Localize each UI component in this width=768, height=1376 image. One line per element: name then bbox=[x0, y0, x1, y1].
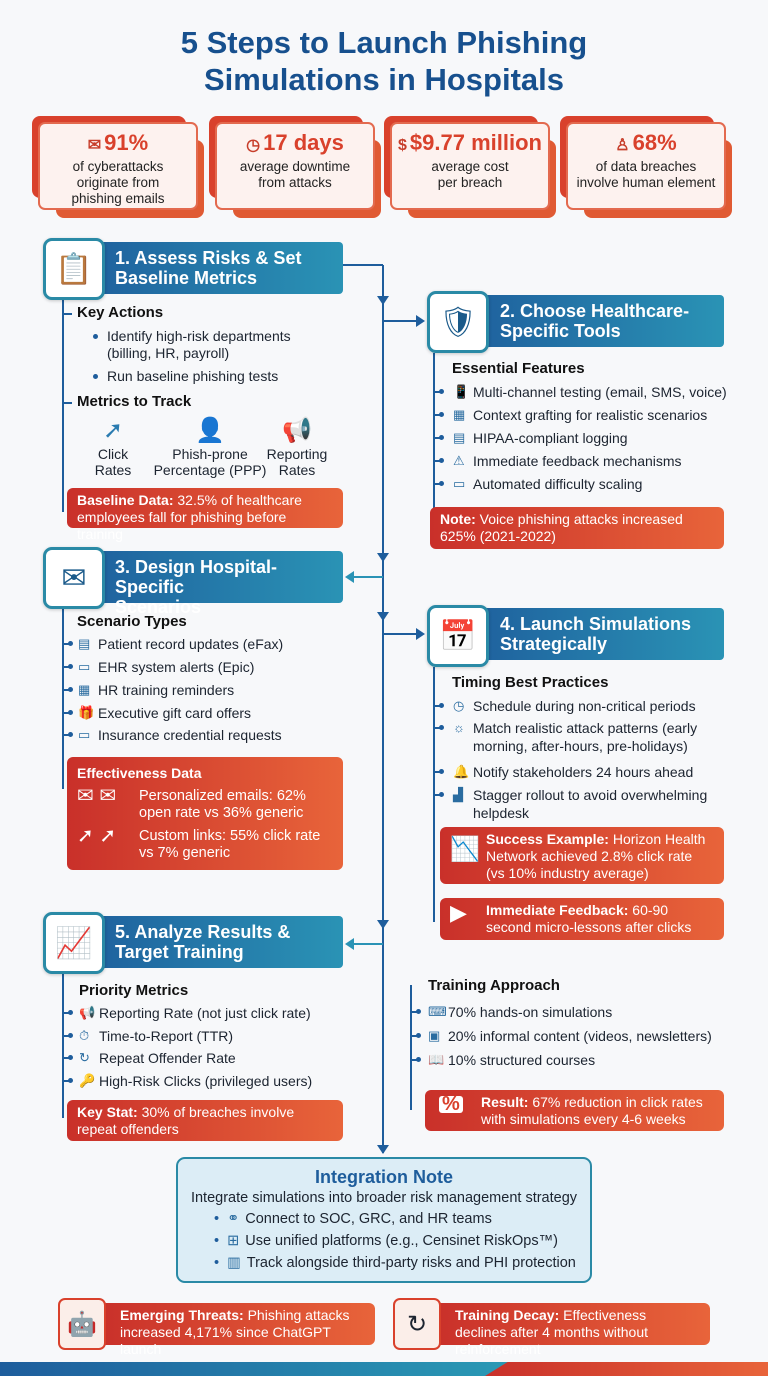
action-item: Identify high-risk departments bbox=[107, 328, 291, 344]
bullet bbox=[68, 1055, 73, 1060]
bullet bbox=[439, 703, 444, 708]
stat-card-body bbox=[38, 122, 198, 210]
bullet bbox=[68, 1033, 73, 1038]
envelope-heart-icon: ✉ bbox=[43, 547, 105, 609]
stat-card-body bbox=[390, 122, 550, 210]
stat-card bbox=[566, 122, 726, 210]
bullet bbox=[416, 1057, 421, 1062]
person-question-icon: 👤 bbox=[195, 417, 225, 444]
tree-branch bbox=[62, 313, 72, 315]
stat-description: per breach bbox=[437, 175, 503, 190]
stat-card bbox=[390, 122, 550, 210]
analytics-chart-icon: 📈 bbox=[43, 912, 105, 974]
list-item-text: Schedule during non-critical periods bbox=[473, 698, 696, 714]
stat-value bbox=[217, 130, 373, 159]
monitor-icon: ▭ bbox=[78, 659, 91, 674]
bullet bbox=[93, 374, 98, 379]
stat-card-body bbox=[566, 122, 726, 210]
list-item-text: Notify stakeholders 24 hours ahead bbox=[473, 764, 694, 780]
bullet bbox=[439, 435, 444, 440]
result-callout: % Result: 67% reduction in click rates with simulations every 4-6 weeks bbox=[425, 1090, 724, 1131]
connector bbox=[352, 576, 383, 578]
integration-item bbox=[214, 1208, 590, 1230]
clock-icon: ◷ bbox=[246, 137, 261, 154]
list-item bbox=[79, 1027, 339, 1045]
footer-stripe-blue bbox=[0, 1362, 515, 1376]
video-icon: ▣ bbox=[428, 1028, 441, 1043]
clock-icon: ◷ bbox=[453, 698, 465, 713]
priority-metrics-heading: Priority Metrics bbox=[79, 982, 189, 999]
list-item-text: Immediate feedback mechanisms bbox=[473, 453, 682, 469]
bullet bbox=[68, 664, 73, 669]
stat-description: from attacks bbox=[258, 175, 332, 190]
robot-warning-icon: 🤖 bbox=[58, 1298, 106, 1350]
key-user-icon: 🔑 bbox=[79, 1073, 96, 1088]
bullet bbox=[93, 334, 98, 339]
bullet bbox=[439, 725, 444, 730]
calendar-icon: ▦ bbox=[78, 682, 91, 697]
sun-moon-icon: ☼ bbox=[453, 720, 465, 735]
stairs-icon: ▟ bbox=[453, 787, 463, 802]
list-item-text: Reporting Rate (not just click rate) bbox=[99, 1005, 311, 1021]
stopwatch-icon: ⏱ bbox=[79, 1028, 90, 1043]
list-item bbox=[78, 681, 338, 699]
bullet bbox=[439, 389, 444, 394]
stat-value bbox=[568, 130, 724, 159]
arrow-right-icon bbox=[416, 628, 425, 640]
list-item-text: Patient record updates (eFax) bbox=[98, 636, 284, 652]
tree-line bbox=[410, 985, 412, 1110]
integration-item bbox=[214, 1252, 590, 1274]
bullet bbox=[68, 641, 73, 646]
effectiveness-data-callout: Effectiveness Data ✉ ✉ Personalized emails: 62% open rate vs 36% generic ➚ ➚ Custom links: 55% click rate vs 7% generic bbox=[67, 757, 343, 870]
step1-header: 1. Assess Risks & Set Baseline Metrics bbox=[70, 242, 343, 294]
integration-item-text: Use unified platforms (e.g., Censinet RiskOps™) bbox=[245, 1233, 558, 1249]
tree-line bbox=[62, 609, 64, 789]
list-item bbox=[453, 786, 723, 822]
document-icon: ▤ bbox=[453, 430, 466, 445]
emerging-threats-callout: Emerging Threats: Phishing attacks increased 4,171% since ChatGPT launch bbox=[100, 1303, 375, 1345]
key-stat-callout: Key Stat: 30% of breaches involve repeat offenders bbox=[67, 1100, 343, 1141]
list-item-text: Stagger rollout to avoid overwhelming helpdesk bbox=[473, 787, 708, 821]
stat-card bbox=[38, 122, 198, 210]
bullet bbox=[68, 732, 73, 737]
bullet: • bbox=[214, 1233, 220, 1249]
integration-note: Integration Note Integrate simulations into broader risk management strategy • ⚭ Connect to SOC, GRC, and HR teams • ⊞ Use unified platforms (e.g., Censinet RiskOps™) • ▥ Track alongside third-party risks and PHI protection bbox=[176, 1157, 592, 1283]
shield-medical-icon: 🛡 bbox=[427, 291, 489, 353]
list-item bbox=[428, 1027, 718, 1045]
bullet bbox=[68, 710, 73, 715]
bullet bbox=[68, 1078, 73, 1083]
stat-description: average cost bbox=[431, 159, 509, 174]
repeat-icon: ↻ bbox=[79, 1050, 90, 1065]
connector bbox=[343, 264, 383, 266]
connector bbox=[383, 320, 419, 322]
stat-description: originate from bbox=[76, 175, 160, 190]
stat-description: phishing emails bbox=[71, 191, 165, 206]
gift-icon: 🎁 bbox=[78, 705, 95, 720]
integration-item-text: Track alongside third-party risks and PHI protection bbox=[246, 1255, 576, 1271]
list-item bbox=[453, 719, 723, 755]
stat-number: 91% bbox=[104, 130, 149, 155]
percent-down-icon: % bbox=[439, 1096, 463, 1113]
list-item bbox=[428, 1051, 718, 1069]
stat-card bbox=[215, 122, 375, 210]
megaphone-icon: 📢 bbox=[282, 417, 312, 444]
immediate-feedback-callout: ▶ Immediate Feedback: 60-90 second micro-lessons after clicks bbox=[440, 898, 724, 940]
arrow-left-icon bbox=[345, 571, 354, 583]
tree-line bbox=[433, 353, 435, 533]
bullet bbox=[439, 412, 444, 417]
integration-item bbox=[214, 1230, 590, 1252]
money-bag-icon: $ bbox=[398, 137, 407, 154]
voice-phishing-note: Note: Voice phishing attacks increased 625% (2021-2022) bbox=[430, 507, 724, 549]
cursor-click-icon: ➚ ➚ bbox=[77, 825, 117, 847]
arrow-down-icon bbox=[377, 296, 389, 305]
keyboard-icon: ⌨ bbox=[428, 1004, 447, 1019]
stat-number: 17 days bbox=[263, 130, 344, 155]
list-item-text: EHR system alerts (Epic) bbox=[98, 659, 255, 675]
list-item bbox=[453, 475, 733, 493]
list-item bbox=[453, 697, 723, 715]
list-item bbox=[453, 429, 733, 447]
list-item-text: Context grafting for realistic scenarios bbox=[473, 407, 708, 423]
arrow-down-icon bbox=[377, 1145, 389, 1154]
phone-icon: 📱 bbox=[453, 384, 470, 399]
metric-click-rates: ➚ Click Rates bbox=[58, 416, 168, 478]
integration-item-text: Connect to SOC, GRC, and HR teams bbox=[245, 1211, 492, 1227]
envelope-icon: ✉ ✉ bbox=[77, 785, 117, 807]
list-item bbox=[453, 383, 733, 401]
stat-value bbox=[40, 130, 196, 159]
list-item-text: 70% hands-on simulations bbox=[448, 1004, 613, 1020]
bullet bbox=[416, 1033, 421, 1038]
list-item-text: Match realistic attack patterns (early morning, after-hours, pre-holidays) bbox=[473, 720, 698, 754]
list-item-text: 10% structured courses bbox=[448, 1052, 596, 1068]
list-item-text: Automated difficulty scaling bbox=[473, 476, 643, 492]
bullet bbox=[439, 481, 444, 486]
stat-description: of cyberattacks bbox=[72, 159, 164, 174]
action-item-cont: (billing, HR, payroll) bbox=[107, 345, 230, 361]
bullet bbox=[68, 1010, 73, 1015]
bullet: • bbox=[214, 1255, 220, 1271]
list-item-text: High-Risk Clicks (privileged users) bbox=[99, 1073, 313, 1089]
list-item-text: 20% informal content (videos, newsletters) bbox=[448, 1028, 712, 1044]
declining-chart-icon: 📉 bbox=[450, 836, 480, 863]
list-item bbox=[78, 658, 338, 676]
stat-number: 68% bbox=[632, 130, 677, 155]
person-icon: ♙ bbox=[615, 137, 630, 154]
list-item bbox=[79, 1049, 339, 1067]
bullet bbox=[439, 769, 444, 774]
metric-ppp: 👤 Phish-prone Percentage (PPP) bbox=[150, 416, 270, 478]
fax-icon: ▤ bbox=[78, 636, 91, 651]
training-decay-callout: Training Decay: Effectiveness declines after 4 months without reinforcement bbox=[435, 1303, 710, 1345]
megaphone-icon: 📢 bbox=[79, 1005, 96, 1020]
stat-card-body bbox=[215, 122, 375, 210]
page-title: 5 Steps to Launch Phishing Simulations in Hospitals bbox=[180, 25, 588, 97]
slider-icon: ▭ bbox=[453, 476, 466, 491]
bullet bbox=[416, 1009, 421, 1014]
arrow-right-icon bbox=[416, 315, 425, 327]
list-item bbox=[453, 452, 733, 470]
arrow-down-icon bbox=[377, 553, 389, 562]
baseline-data-callout: Baseline Data: 32.5% of healthcare employees fall for phishing before training bbox=[67, 488, 343, 528]
stat-description: average downtime bbox=[239, 159, 351, 174]
cursor-click-icon: ➚ bbox=[102, 417, 124, 444]
list-item-text: HR training reminders bbox=[98, 682, 235, 698]
tree-branch bbox=[62, 402, 72, 404]
arrow-down-icon bbox=[377, 612, 389, 621]
list-item bbox=[79, 1072, 339, 1090]
calendar-clock-icon: 📅 bbox=[427, 605, 489, 667]
list-item bbox=[78, 704, 338, 722]
video-play-icon: ▶ bbox=[450, 900, 467, 925]
bullet bbox=[439, 458, 444, 463]
step5-header: 5. Analyze Results & Target Training bbox=[70, 916, 343, 968]
list-item-text: Multi-channel testing (email, SMS, voice) bbox=[473, 384, 727, 400]
tree-line bbox=[62, 300, 64, 512]
metrics-heading: Metrics to Track bbox=[77, 393, 192, 410]
arrow-down-icon bbox=[377, 920, 389, 929]
bullet: • bbox=[214, 1211, 220, 1227]
step4-header: 4. Launch Simulations Strategically bbox=[455, 608, 724, 660]
tree-line bbox=[62, 974, 64, 1118]
connector bbox=[383, 633, 419, 635]
step3-header: 3. Design Hospital-Specific Scenarios bbox=[70, 551, 343, 603]
arrow-left-icon bbox=[345, 938, 354, 950]
list-item-text: Repeat Offender Rate bbox=[99, 1050, 236, 1066]
bullet bbox=[68, 687, 73, 692]
book-icon: 📖 bbox=[428, 1052, 445, 1067]
list-item bbox=[453, 406, 733, 424]
step2-header: 2. Choose Healthcare- Specific Tools bbox=[455, 295, 724, 347]
alarm-icon: ⚠ bbox=[453, 453, 465, 468]
list-item-text: Insurance credential requests bbox=[98, 727, 282, 743]
email-icon: ✉ bbox=[87, 137, 102, 154]
list-item bbox=[79, 1004, 339, 1022]
list-item-text: Executive gift card offers bbox=[98, 705, 252, 721]
checklist-magnifier-icon: 📋 bbox=[43, 238, 105, 300]
list-item bbox=[428, 1003, 718, 1021]
flow-line bbox=[382, 265, 384, 1153]
footer-stripe-red bbox=[485, 1362, 768, 1376]
dashboard-icon: ▥ bbox=[227, 1255, 241, 1271]
clock-decay-icon: ↻ bbox=[393, 1298, 441, 1350]
stat-number: $9.77 million bbox=[409, 130, 542, 155]
list-item-text: HIPAA-compliant logging bbox=[473, 430, 628, 446]
connector bbox=[352, 943, 383, 945]
platform-icon: ⊞ bbox=[227, 1233, 240, 1249]
list-item-text: Time-to-Report (TTR) bbox=[99, 1028, 234, 1044]
bell-icon: 🔔 bbox=[453, 764, 470, 779]
stat-description: of data breaches bbox=[595, 159, 697, 174]
list-item bbox=[453, 763, 723, 781]
network-icon: ⚭ bbox=[227, 1211, 240, 1227]
features-heading: Essential Features bbox=[452, 360, 585, 377]
bullet bbox=[439, 792, 444, 797]
success-example-callout: 📉 Success Example: Horizon Health Network achieved 2.8% click rate (vs 10% industry average) bbox=[440, 827, 724, 884]
list-item bbox=[78, 726, 338, 744]
timing-heading: Timing Best Practices bbox=[452, 674, 609, 691]
scenario-types-heading: Scenario Types bbox=[77, 613, 187, 630]
stat-value bbox=[392, 130, 548, 159]
stat-description: involve human element bbox=[576, 175, 716, 190]
metric-reporting-rates: 📢 Reporting Rates bbox=[242, 416, 352, 478]
puzzle-icon: ▦ bbox=[453, 407, 466, 422]
training-heading: Training Approach bbox=[428, 977, 560, 994]
list-item bbox=[78, 635, 338, 653]
key-actions-heading: Key Actions bbox=[77, 304, 164, 321]
id-card-icon: ▭ bbox=[78, 727, 91, 742]
action-item: Run baseline phishing tests bbox=[107, 368, 279, 384]
